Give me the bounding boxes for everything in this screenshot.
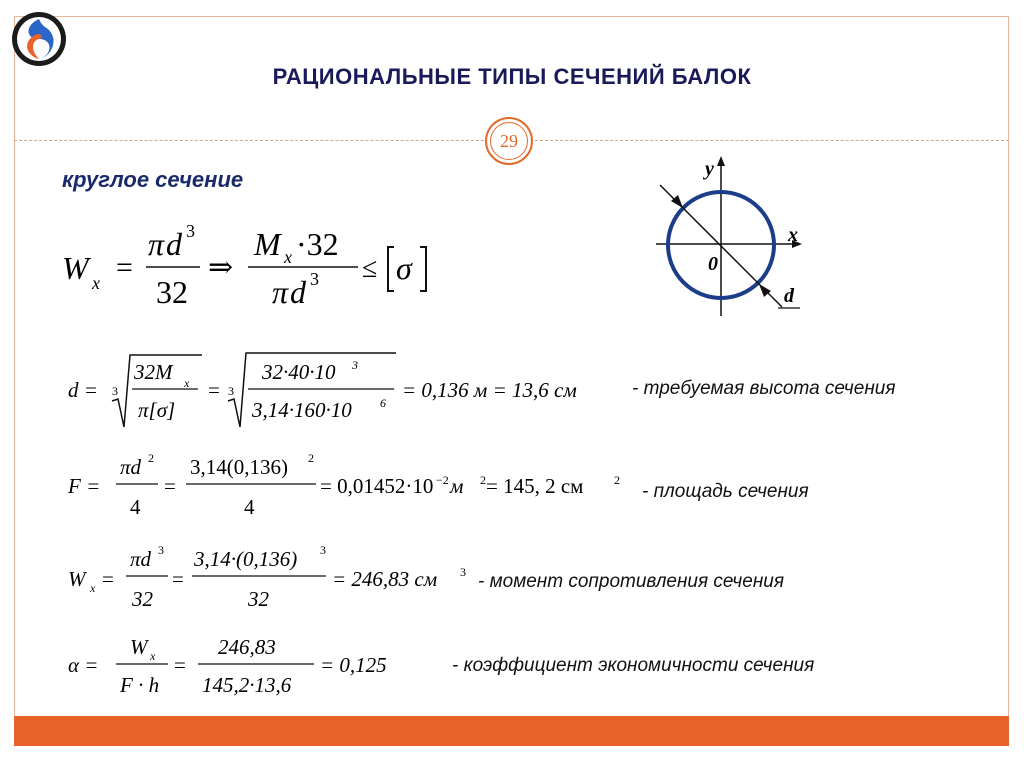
- y-axis-arrow-icon: [717, 156, 725, 166]
- slide-number-badge: [485, 117, 533, 165]
- formula-main-W: W: [62, 250, 89, 286]
- formula-area-num2: 3,14(0,136): [190, 455, 288, 479]
- circle-section-diagram: [650, 150, 820, 320]
- formula-area-result: = 0,01452·10: [320, 474, 434, 498]
- description-moment: - момент сопротивления сечения: [478, 571, 784, 592]
- svg-text:=: =: [102, 567, 114, 591]
- slide-number: 29: [490, 122, 528, 160]
- x-axis-label: x: [788, 224, 798, 246]
- formula-diameter-result: = 0,136 м = 13,6 см: [402, 378, 577, 402]
- formula-coef-num2: 246,83: [218, 635, 276, 659]
- formula-main-pi: π: [148, 226, 165, 262]
- svg-text:=: =: [172, 567, 184, 591]
- section-subtitle: круглое сечение: [62, 167, 244, 192]
- formula-coef-sub: x: [150, 649, 156, 663]
- formula-diameter-num1: 32M: [134, 360, 173, 384]
- formula-moment-den1: 32: [132, 587, 153, 611]
- formula-main-d: d: [166, 226, 182, 262]
- formula-main-eq: =: [116, 251, 133, 284]
- svg-text:=: =: [174, 653, 186, 677]
- formula-area-unit2-exp: 2: [614, 473, 620, 487]
- formula-main-M: M: [254, 226, 281, 262]
- formula-area-unit1: м: [450, 474, 464, 498]
- formula-moment-lhs: W: [68, 567, 86, 591]
- formula-area-result2: = 145, 2 см: [486, 474, 584, 498]
- formula-main-d2: d: [290, 274, 306, 310]
- svg-text:=: =: [208, 378, 220, 402]
- formula-main-sub-x: x: [92, 273, 100, 293]
- formula-coef-result: = 0,125: [320, 653, 387, 677]
- formula-coef-den2: 145,2·13,6: [202, 673, 292, 697]
- footer-bar: [14, 716, 1009, 746]
- formula-area-den2: 4: [244, 495, 255, 519]
- formula-main-pi2: π: [272, 274, 289, 310]
- description-area: - площадь сечения: [642, 481, 809, 502]
- formula-main: [58, 215, 458, 315]
- description-coef: - коэффициент экономичности сечения: [452, 655, 815, 676]
- formula-main-den: 32: [156, 274, 188, 310]
- description-diameter: - требуемая высота сечения: [632, 378, 896, 399]
- formula-diameter: [64, 345, 624, 435]
- formula-diameter-root-index2: 3: [228, 384, 234, 398]
- formula-diameter-den2: 3,14·160·10: [252, 398, 352, 422]
- formula-area-lhs: F =: [68, 474, 101, 498]
- formula-diameter-sub: x: [184, 376, 190, 390]
- formula-moment-unit-exp: 3: [460, 565, 466, 579]
- formula-moment-sub: x: [90, 581, 96, 595]
- formula-moment-num2-cube: 3: [320, 543, 326, 557]
- formula-diameter-den1: π[σ]: [138, 398, 176, 422]
- logo-icon: [11, 11, 67, 67]
- formula-main-times32: ·32: [296, 226, 339, 262]
- y-axis-label: y: [705, 158, 714, 180]
- formula-main-cube2: 3: [310, 269, 319, 289]
- formula-coef: [64, 632, 444, 712]
- formula-area-unit1-exp: 2: [480, 473, 486, 487]
- formula-moment: [64, 540, 484, 620]
- diameter-label: d: [784, 285, 794, 307]
- divider-left: [14, 140, 484, 141]
- formula-main-implies: ⇒: [208, 251, 234, 284]
- formula-area: [64, 448, 644, 528]
- formula-area-num2-sq: 2: [308, 451, 314, 465]
- formula-area-sq: 2: [148, 451, 154, 465]
- formula-area-exp: −2: [436, 473, 449, 487]
- formula-moment-cube: 3: [158, 543, 164, 557]
- formula-moment-result: = 246,83 см: [332, 567, 438, 591]
- formula-moment-num1: πd: [130, 547, 152, 571]
- svg-text:=: =: [164, 474, 176, 498]
- formula-diameter-root-index: 3: [112, 384, 118, 398]
- formula-coef-num1: W: [130, 635, 148, 659]
- formula-coef-lhs: α =: [68, 653, 99, 677]
- formula-diameter-lhs: d =: [68, 378, 98, 402]
- formula-moment-num2: 3,14·(0,136): [194, 547, 298, 571]
- formula-coef-den1: F · h: [120, 673, 160, 697]
- formula-area-den1: 4: [130, 495, 141, 519]
- formula-diameter-exp2: 3: [352, 358, 358, 372]
- formula-main-M-sub: x: [284, 247, 292, 267]
- formula-moment-den2: 32: [248, 587, 269, 611]
- formula-diameter-num2: 32·40·10: [262, 360, 336, 384]
- page-title: РАЦИОНАЛЬНЫЕ ТИПЫ СЕЧЕНИЙ БАЛОК: [272, 64, 752, 89]
- origin-label: 0: [708, 253, 718, 275]
- formula-diameter-exp3: 6: [380, 396, 386, 410]
- formula-main-sigma: σ: [396, 250, 412, 286]
- formula-main-le: ≤: [362, 253, 378, 284]
- divider-right: [535, 140, 1009, 141]
- formula-area-num1: πd: [120, 455, 142, 479]
- formula-main-cube: 3: [186, 221, 195, 241]
